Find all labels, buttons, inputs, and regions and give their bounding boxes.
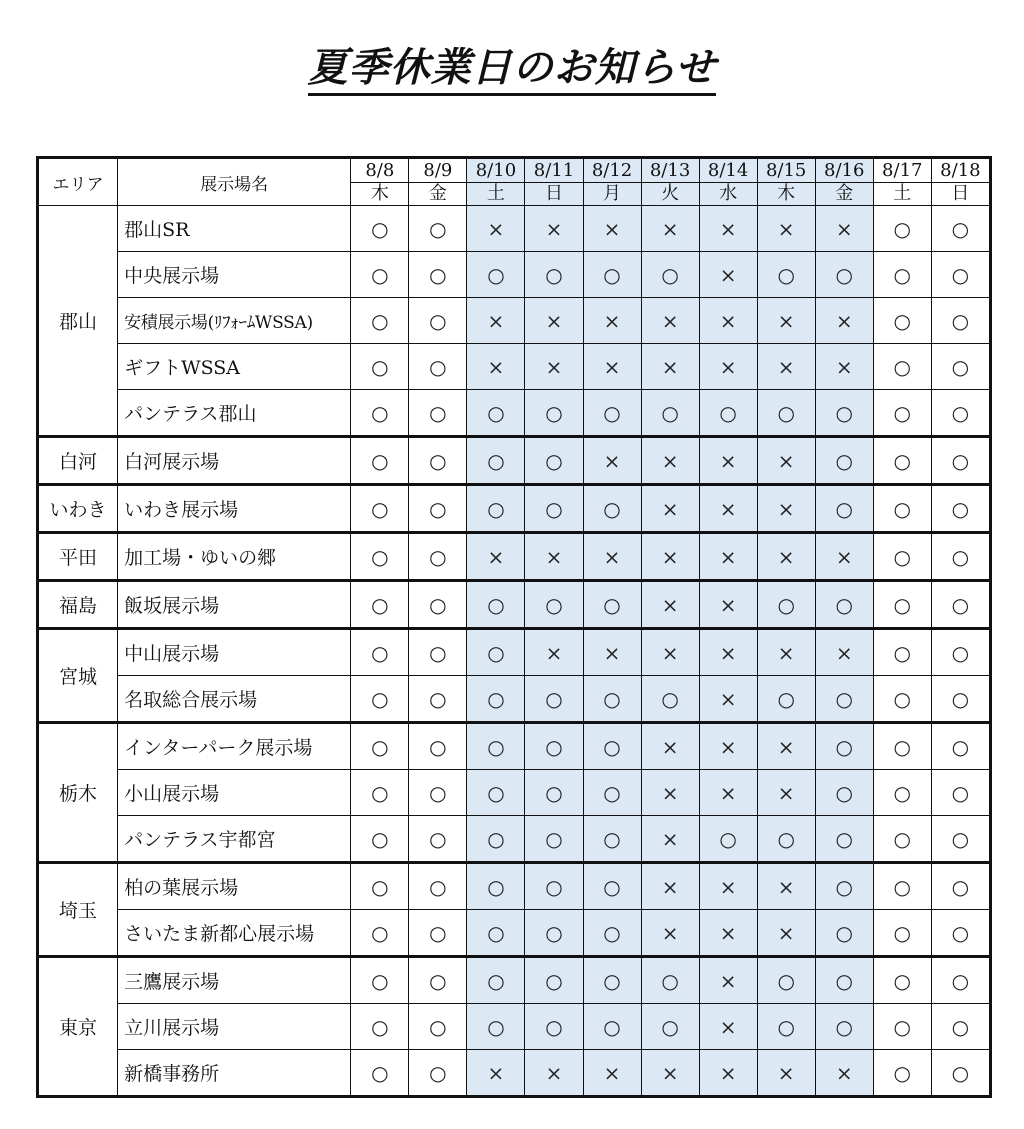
status-cell: × bbox=[641, 344, 699, 390]
status-cell: × bbox=[699, 629, 757, 676]
status-cell: ○ bbox=[815, 723, 873, 770]
status-cell: × bbox=[815, 344, 873, 390]
status-cell: ○ bbox=[815, 581, 873, 629]
status-cell: ○ bbox=[873, 957, 931, 1004]
status-cell: ○ bbox=[351, 629, 409, 676]
status-cell: ○ bbox=[351, 390, 409, 437]
status-cell: ○ bbox=[873, 1050, 931, 1097]
status-cell: ○ bbox=[525, 581, 583, 629]
table-row bbox=[38, 723, 991, 770]
status-cell: ○ bbox=[757, 252, 815, 298]
status-cell: ○ bbox=[931, 1004, 990, 1050]
status-cell: ○ bbox=[931, 957, 990, 1004]
table-row bbox=[38, 298, 991, 344]
status-cell: × bbox=[757, 629, 815, 676]
status-cell: ○ bbox=[583, 252, 641, 298]
status-cell: ○ bbox=[699, 390, 757, 437]
status-cell: × bbox=[583, 629, 641, 676]
status-cell: × bbox=[641, 770, 699, 816]
status-cell: × bbox=[467, 206, 525, 252]
status-cell: ○ bbox=[815, 863, 873, 910]
weekday-label: 金 bbox=[428, 182, 447, 204]
status-cell: ○ bbox=[351, 581, 409, 629]
date-label: 8/13 bbox=[642, 160, 699, 183]
status-cell: × bbox=[641, 581, 699, 629]
table-row bbox=[38, 1004, 991, 1050]
venue-name-cell: 飯坂展示場 bbox=[118, 581, 351, 629]
venue-column-header: 展示場名 bbox=[118, 158, 351, 206]
status-cell: ○ bbox=[467, 770, 525, 816]
status-cell: ○ bbox=[641, 252, 699, 298]
weekday-label: 火 bbox=[661, 182, 680, 204]
status-cell: ○ bbox=[525, 485, 583, 533]
status-cell: × bbox=[699, 581, 757, 629]
status-cell: ○ bbox=[583, 485, 641, 533]
status-cell: ○ bbox=[467, 816, 525, 863]
status-cell: × bbox=[641, 863, 699, 910]
area-cell: いわき bbox=[38, 485, 118, 533]
status-cell: ○ bbox=[351, 437, 409, 485]
status-cell: ○ bbox=[467, 723, 525, 770]
area-cell: 東京 bbox=[38, 957, 118, 1097]
status-cell: ○ bbox=[815, 390, 873, 437]
status-cell: ○ bbox=[525, 1004, 583, 1050]
status-cell: × bbox=[815, 1050, 873, 1097]
date-label: 8/18 bbox=[932, 160, 989, 183]
status-cell: ○ bbox=[815, 437, 873, 485]
status-cell: ○ bbox=[873, 816, 931, 863]
status-cell: ○ bbox=[409, 1004, 467, 1050]
date-column-header bbox=[467, 158, 525, 206]
status-cell: ○ bbox=[467, 252, 525, 298]
date-column-header bbox=[757, 158, 815, 206]
status-cell: × bbox=[757, 533, 815, 581]
status-cell: ○ bbox=[641, 1004, 699, 1050]
date-column-header bbox=[351, 158, 409, 206]
status-cell: × bbox=[757, 723, 815, 770]
status-cell: × bbox=[699, 485, 757, 533]
status-cell: ○ bbox=[467, 629, 525, 676]
status-cell: ○ bbox=[467, 485, 525, 533]
status-cell: ○ bbox=[931, 485, 990, 533]
status-cell: ○ bbox=[409, 910, 467, 957]
status-cell: ○ bbox=[931, 390, 990, 437]
venue-name-cell: 中央展示場 bbox=[118, 252, 351, 298]
status-cell: × bbox=[699, 533, 757, 581]
status-cell: × bbox=[815, 206, 873, 252]
status-cell: ○ bbox=[873, 1004, 931, 1050]
status-cell: × bbox=[699, 723, 757, 770]
area-cell: 平田 bbox=[38, 533, 118, 581]
status-cell: ○ bbox=[873, 437, 931, 485]
status-cell: × bbox=[583, 298, 641, 344]
status-cell: × bbox=[757, 770, 815, 816]
status-cell: ○ bbox=[873, 676, 931, 723]
status-cell: ○ bbox=[409, 344, 467, 390]
weekday-label: 日 bbox=[951, 182, 970, 204]
status-cell: × bbox=[757, 910, 815, 957]
status-cell: × bbox=[525, 206, 583, 252]
status-cell: ○ bbox=[931, 629, 990, 676]
area-cell: 栃木 bbox=[38, 723, 118, 863]
status-cell: ○ bbox=[873, 252, 931, 298]
status-cell: × bbox=[467, 533, 525, 581]
status-cell: ○ bbox=[409, 390, 467, 437]
date-column-header bbox=[815, 158, 873, 206]
status-cell: ○ bbox=[815, 910, 873, 957]
status-cell: ○ bbox=[931, 770, 990, 816]
venue-name-cell: パンテラス宇都宮 bbox=[118, 816, 351, 863]
status-cell: ○ bbox=[351, 533, 409, 581]
status-cell: × bbox=[757, 344, 815, 390]
status-cell: × bbox=[467, 344, 525, 390]
venue-name-cell: 小山展示場 bbox=[118, 770, 351, 816]
status-cell: × bbox=[699, 957, 757, 1004]
status-cell: ○ bbox=[409, 206, 467, 252]
status-cell: × bbox=[641, 485, 699, 533]
status-cell: ○ bbox=[467, 437, 525, 485]
status-cell: ○ bbox=[351, 298, 409, 344]
status-cell: ○ bbox=[583, 957, 641, 1004]
status-cell: ○ bbox=[525, 863, 583, 910]
status-cell: × bbox=[757, 437, 815, 485]
status-cell: ○ bbox=[815, 485, 873, 533]
weekday-label: 日 bbox=[544, 182, 563, 204]
venue-name-cell: ギフトWSSA bbox=[118, 344, 351, 390]
closure-table bbox=[36, 156, 992, 1098]
status-cell: × bbox=[641, 533, 699, 581]
status-cell: ○ bbox=[757, 816, 815, 863]
venue-name-cell: 柏の葉展示場 bbox=[118, 863, 351, 910]
status-cell: ○ bbox=[409, 1050, 467, 1097]
status-cell: ○ bbox=[815, 252, 873, 298]
weekday-label: 月 bbox=[603, 182, 622, 204]
date-label: 8/14 bbox=[700, 160, 757, 183]
status-cell: × bbox=[699, 676, 757, 723]
status-cell: ○ bbox=[931, 437, 990, 485]
status-cell: × bbox=[525, 344, 583, 390]
status-cell: ○ bbox=[467, 390, 525, 437]
status-cell: ○ bbox=[351, 1004, 409, 1050]
weekday-label: 水 bbox=[719, 182, 738, 204]
table-row bbox=[38, 581, 991, 629]
status-cell: ○ bbox=[351, 344, 409, 390]
status-cell: ○ bbox=[873, 390, 931, 437]
status-cell: ○ bbox=[873, 629, 931, 676]
status-cell: ○ bbox=[583, 676, 641, 723]
table-header-row bbox=[38, 158, 991, 206]
status-cell: × bbox=[641, 910, 699, 957]
status-cell: × bbox=[641, 629, 699, 676]
area-cell: 福島 bbox=[38, 581, 118, 629]
status-cell: ○ bbox=[931, 206, 990, 252]
table-row bbox=[38, 533, 991, 581]
status-cell: × bbox=[699, 863, 757, 910]
status-cell: ○ bbox=[351, 910, 409, 957]
table-row bbox=[38, 910, 991, 957]
status-cell: × bbox=[641, 298, 699, 344]
status-cell: × bbox=[815, 629, 873, 676]
status-cell: × bbox=[699, 910, 757, 957]
status-cell: × bbox=[641, 816, 699, 863]
table-row bbox=[38, 816, 991, 863]
status-cell: ○ bbox=[467, 957, 525, 1004]
status-cell: ○ bbox=[873, 581, 931, 629]
status-cell: ○ bbox=[351, 816, 409, 863]
venue-name-cell: 中山展示場 bbox=[118, 629, 351, 676]
page-title bbox=[0, 36, 1024, 93]
date-label: 8/11 bbox=[525, 160, 582, 183]
status-cell: ○ bbox=[815, 1004, 873, 1050]
venue-name-cell: いわき展示場 bbox=[118, 485, 351, 533]
status-cell: × bbox=[583, 344, 641, 390]
status-cell: ○ bbox=[583, 723, 641, 770]
status-cell: × bbox=[757, 1050, 815, 1097]
date-column-header bbox=[931, 158, 990, 206]
status-cell: ○ bbox=[815, 770, 873, 816]
table-row bbox=[38, 629, 991, 676]
date-label: 8/15 bbox=[758, 160, 815, 183]
status-cell: ○ bbox=[641, 957, 699, 1004]
status-cell: ○ bbox=[525, 676, 583, 723]
weekday-label: 土 bbox=[893, 182, 912, 204]
status-cell: ○ bbox=[583, 581, 641, 629]
date-label: 8/8 bbox=[351, 160, 408, 183]
status-cell: × bbox=[641, 437, 699, 485]
status-cell: × bbox=[815, 298, 873, 344]
date-label: 8/17 bbox=[874, 160, 931, 183]
status-cell: ○ bbox=[409, 676, 467, 723]
table-row bbox=[38, 344, 991, 390]
status-cell: × bbox=[757, 863, 815, 910]
status-cell: × bbox=[699, 770, 757, 816]
status-cell: × bbox=[525, 298, 583, 344]
date-column-header bbox=[525, 158, 583, 206]
status-cell: ○ bbox=[467, 581, 525, 629]
status-cell: × bbox=[699, 252, 757, 298]
venue-name-cell: 名取総合展示場 bbox=[118, 676, 351, 723]
status-cell: ○ bbox=[931, 252, 990, 298]
status-cell: ○ bbox=[409, 485, 467, 533]
status-cell: ○ bbox=[409, 437, 467, 485]
table-body bbox=[38, 206, 991, 1097]
status-cell: × bbox=[525, 629, 583, 676]
status-cell: ○ bbox=[873, 485, 931, 533]
weekday-label: 土 bbox=[486, 182, 505, 204]
status-cell: × bbox=[583, 1050, 641, 1097]
status-cell: ○ bbox=[525, 770, 583, 816]
status-cell: × bbox=[757, 485, 815, 533]
status-cell: × bbox=[467, 1050, 525, 1097]
date-column-header bbox=[699, 158, 757, 206]
status-cell: × bbox=[641, 723, 699, 770]
status-cell: ○ bbox=[409, 816, 467, 863]
status-cell: ○ bbox=[525, 910, 583, 957]
status-cell: ○ bbox=[351, 957, 409, 1004]
page-title-text: 夏季休業日のお知らせ bbox=[308, 45, 717, 96]
status-cell: ○ bbox=[525, 723, 583, 770]
table-row bbox=[38, 676, 991, 723]
status-cell: ○ bbox=[873, 298, 931, 344]
status-cell: ○ bbox=[351, 485, 409, 533]
area-cell: 郡山 bbox=[38, 206, 118, 437]
status-cell: ○ bbox=[583, 1004, 641, 1050]
venue-name-cell: 安積展示場(ﾘﾌｫｰﾑWSSA) bbox=[118, 298, 351, 344]
venue-name-cell: 三鷹展示場 bbox=[118, 957, 351, 1004]
status-cell: × bbox=[525, 533, 583, 581]
status-cell: ○ bbox=[931, 676, 990, 723]
status-cell: ○ bbox=[873, 206, 931, 252]
area-cell: 宮城 bbox=[38, 629, 118, 723]
status-cell: ○ bbox=[873, 723, 931, 770]
status-cell: × bbox=[757, 298, 815, 344]
status-cell: × bbox=[757, 206, 815, 252]
venue-name-cell: 加工場・ゆいの郷 bbox=[118, 533, 351, 581]
status-cell: ○ bbox=[931, 863, 990, 910]
status-cell: ○ bbox=[525, 390, 583, 437]
status-cell: ○ bbox=[699, 816, 757, 863]
date-column-header bbox=[409, 158, 467, 206]
status-cell: ○ bbox=[931, 1050, 990, 1097]
status-cell: ○ bbox=[931, 723, 990, 770]
table-row bbox=[38, 1050, 991, 1097]
status-cell: × bbox=[699, 298, 757, 344]
status-cell: ○ bbox=[757, 390, 815, 437]
status-cell: ○ bbox=[409, 581, 467, 629]
weekday-label: 金 bbox=[835, 182, 854, 204]
venue-name-cell: インターパーク展示場 bbox=[118, 723, 351, 770]
venue-name-cell: 新橋事務所 bbox=[118, 1050, 351, 1097]
status-cell: ○ bbox=[525, 437, 583, 485]
status-cell: ○ bbox=[757, 676, 815, 723]
status-cell: ○ bbox=[931, 910, 990, 957]
venue-name-cell: パンテラス郡山 bbox=[118, 390, 351, 437]
table-row bbox=[38, 206, 991, 252]
table-row bbox=[38, 863, 991, 910]
venue-name-cell: 立川展示場 bbox=[118, 1004, 351, 1050]
status-cell: ○ bbox=[873, 533, 931, 581]
table-row bbox=[38, 390, 991, 437]
table-row bbox=[38, 770, 991, 816]
status-cell: ○ bbox=[931, 533, 990, 581]
date-label: 8/16 bbox=[816, 160, 873, 183]
status-cell: ○ bbox=[409, 298, 467, 344]
venue-name-cell: 白河展示場 bbox=[118, 437, 351, 485]
status-cell: × bbox=[583, 206, 641, 252]
status-cell: ○ bbox=[525, 252, 583, 298]
status-cell: ○ bbox=[525, 816, 583, 863]
status-cell: × bbox=[699, 206, 757, 252]
table-row bbox=[38, 437, 991, 485]
area-column-header: エリア bbox=[38, 158, 118, 206]
status-cell: ○ bbox=[409, 252, 467, 298]
status-cell: ○ bbox=[583, 863, 641, 910]
status-cell: × bbox=[815, 533, 873, 581]
status-cell: ○ bbox=[873, 344, 931, 390]
status-cell: ○ bbox=[351, 723, 409, 770]
date-column-header bbox=[583, 158, 641, 206]
status-cell: ○ bbox=[467, 1004, 525, 1050]
status-cell: ○ bbox=[815, 816, 873, 863]
status-cell: ○ bbox=[351, 252, 409, 298]
status-cell: ○ bbox=[931, 581, 990, 629]
status-cell: × bbox=[583, 533, 641, 581]
status-cell: ○ bbox=[815, 957, 873, 1004]
status-cell: ○ bbox=[409, 957, 467, 1004]
weekday-label: 木 bbox=[777, 182, 796, 204]
status-cell: ○ bbox=[931, 816, 990, 863]
venue-name-cell: 郡山SR bbox=[118, 206, 351, 252]
status-cell: ○ bbox=[757, 957, 815, 1004]
date-label: 8/12 bbox=[584, 160, 641, 183]
status-cell: ○ bbox=[409, 723, 467, 770]
status-cell: ○ bbox=[583, 390, 641, 437]
status-cell: ○ bbox=[409, 863, 467, 910]
status-cell: ○ bbox=[467, 910, 525, 957]
status-cell: × bbox=[699, 437, 757, 485]
status-cell: × bbox=[699, 1004, 757, 1050]
status-cell: ○ bbox=[931, 344, 990, 390]
status-cell: ○ bbox=[467, 863, 525, 910]
date-column-header bbox=[641, 158, 699, 206]
status-cell: ○ bbox=[873, 910, 931, 957]
area-cell: 白河 bbox=[38, 437, 118, 485]
area-cell: 埼玉 bbox=[38, 863, 118, 957]
status-cell: ○ bbox=[409, 629, 467, 676]
table-row bbox=[38, 485, 991, 533]
date-label: 8/10 bbox=[467, 160, 524, 183]
status-cell: ○ bbox=[351, 676, 409, 723]
status-cell: ○ bbox=[641, 676, 699, 723]
status-cell: × bbox=[467, 298, 525, 344]
status-cell: ○ bbox=[873, 863, 931, 910]
table-row bbox=[38, 957, 991, 1004]
status-cell: ○ bbox=[583, 910, 641, 957]
status-cell: ○ bbox=[757, 581, 815, 629]
status-cell: ○ bbox=[757, 1004, 815, 1050]
status-cell: ○ bbox=[525, 957, 583, 1004]
status-cell: × bbox=[641, 1050, 699, 1097]
status-cell: × bbox=[525, 1050, 583, 1097]
date-label: 8/9 bbox=[409, 160, 466, 183]
status-cell: ○ bbox=[583, 770, 641, 816]
status-cell: ○ bbox=[583, 816, 641, 863]
status-cell: ○ bbox=[641, 390, 699, 437]
status-cell: × bbox=[699, 344, 757, 390]
weekday-label: 木 bbox=[370, 182, 389, 204]
status-cell: × bbox=[699, 1050, 757, 1097]
status-cell: ○ bbox=[873, 770, 931, 816]
table-row bbox=[38, 252, 991, 298]
status-cell: ○ bbox=[351, 1050, 409, 1097]
status-cell: ○ bbox=[409, 533, 467, 581]
status-cell: ○ bbox=[351, 206, 409, 252]
venue-name-cell: さいたま新都心展示場 bbox=[118, 910, 351, 957]
status-cell: ○ bbox=[351, 863, 409, 910]
date-column-header bbox=[873, 158, 931, 206]
status-cell: ○ bbox=[409, 770, 467, 816]
status-cell: ○ bbox=[467, 676, 525, 723]
status-cell: ○ bbox=[931, 298, 990, 344]
status-cell: ○ bbox=[815, 676, 873, 723]
status-cell: ○ bbox=[351, 770, 409, 816]
status-cell: × bbox=[641, 206, 699, 252]
status-cell: × bbox=[583, 437, 641, 485]
